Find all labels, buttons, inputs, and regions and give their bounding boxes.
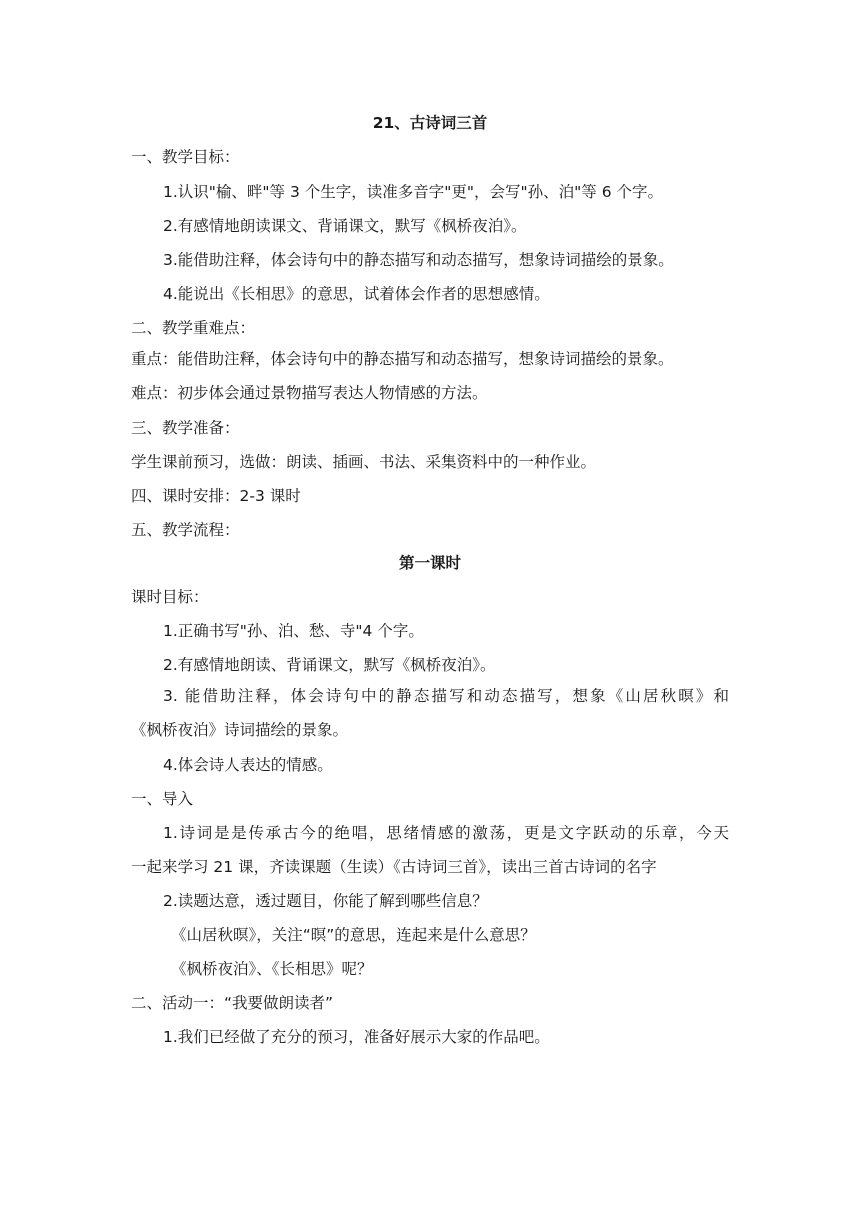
- paragraph: 1.正确书写"孙、泊、愁、寺"4 个字。: [163, 622, 424, 640]
- paragraph: 4.体会诗人表达的情感。: [163, 756, 333, 774]
- section-heading-schedule: 四、课时安排：2-3 课时: [131, 487, 301, 505]
- paragraph: 1.诗词是是传承古今的绝唱，思绪情感的激荡，更是文字跃动的乐章，今天: [163, 824, 729, 842]
- paragraph: 3.能借助注释，体会诗句中的静态描写和动态描写，想象诗词描绘的景象。: [163, 251, 674, 269]
- section-heading-intro: 一、导入: [131, 790, 194, 808]
- paragraph-continuation: 《枫桥夜泊》诗词描绘的景象。: [131, 721, 349, 739]
- section-heading-preparation: 三、教学准备：: [131, 419, 240, 437]
- paragraph: 2.读题达意，透过题目，你能了解到哪些信息？: [163, 892, 488, 910]
- paragraph: 《山居秋暝》，关注“暝”的意思，连起来是什么意思？: [171, 926, 536, 944]
- section-heading-key-points: 二、教学重难点：: [131, 319, 256, 337]
- section-heading-process: 五、教学流程：: [131, 521, 240, 539]
- section-heading-objectives: 一、教学目标：: [131, 148, 240, 166]
- paragraph: 4.能说出《长相思》的意思，试着体会作者的思想感情。: [163, 285, 550, 303]
- paragraph-continuation: 一起来学习 21 课，齐读课题（生读）《古诗词三首》，读出三首古诗词的名字: [131, 858, 657, 876]
- paragraph: 难点：初步体会通过景物描写表达人物情感的方法。: [131, 384, 488, 402]
- paragraph: 2.有感情地朗读、背诵课文，默写《枫桥夜泊》。: [163, 656, 496, 674]
- paragraph: 1.认识"榆、畔"等 3 个生字，读准多音字"更"，会写"孙、泊"等 6 个字。: [163, 183, 663, 201]
- lesson-subtitle: 第一课时: [398, 554, 461, 572]
- paragraph: 重点：能借助注释，体会诗句中的静态描写和动态描写，想象诗词描绘的景象。: [131, 350, 674, 368]
- paragraph: 《枫桥夜泊》、《长相思》呢？: [171, 960, 373, 978]
- paragraph: 1.我们已经做了充分的预习，准备好展示大家的作品吧。: [163, 1028, 550, 1046]
- document-title: 21、古诗词三首: [372, 114, 488, 132]
- paragraph: 2.有感情地朗读课文、背诵课文，默写《枫桥夜泊》。: [163, 217, 527, 235]
- lesson-objectives-heading: 课时目标：: [131, 588, 209, 606]
- paragraph: 学生课前预习，选做：朗读、插画、书法、采集资料中的一种作业。: [131, 453, 597, 471]
- section-heading-activity-one: 二、活动一：“我要做朗读者”: [131, 994, 334, 1012]
- paragraph: 3. 能借助注释，体会诗句中的静态描写和动态描写，想象《山居秋暝》和: [163, 687, 729, 705]
